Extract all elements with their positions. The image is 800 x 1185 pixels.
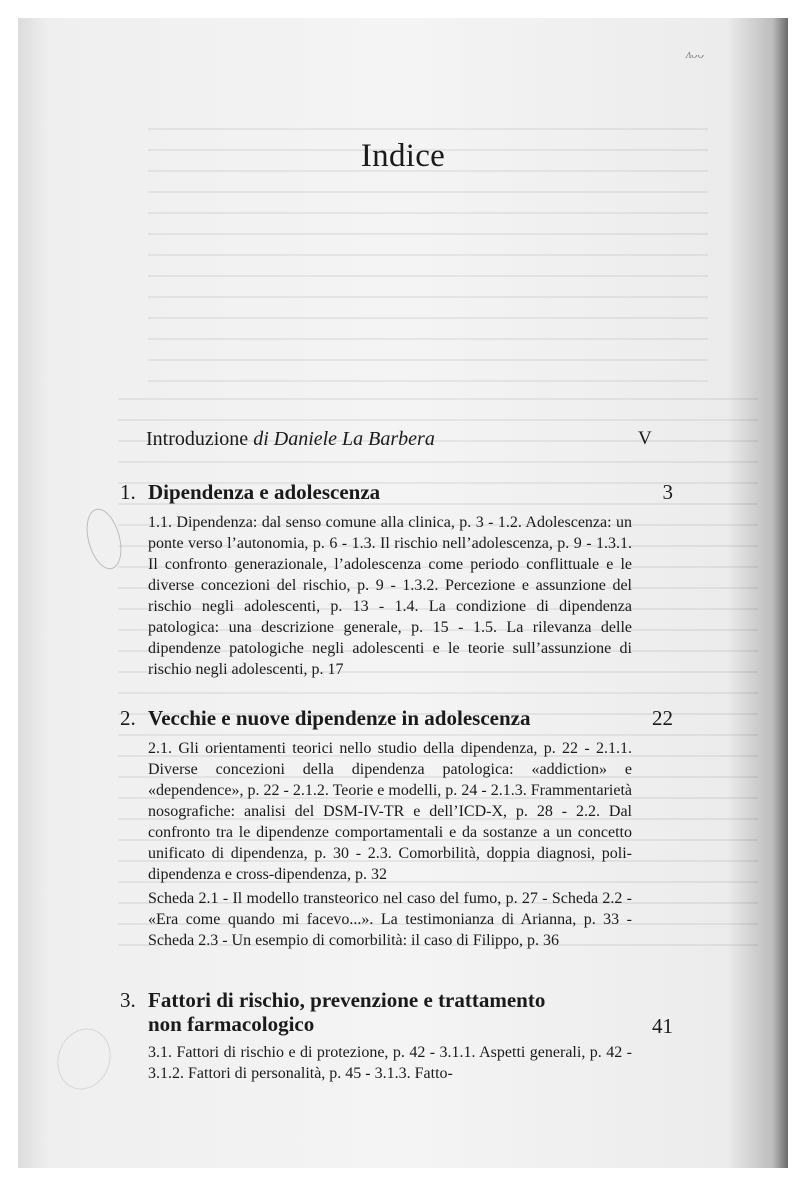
page-title: Indice — [360, 138, 446, 174]
chapter-boxes: Scheda 2.1 - Il modello transteorico nel caso del fumo, p. 27 - Scheda 2.2 - «Era come quando mi facevo...». La testimonianza di Arianna, p. 33 - Scheda 2.3 - Un esempio di comorbilità: il caso di Filippo, p. 36 — [148, 890, 632, 949]
chapter-title: Vecchie e nuove dipendenze in adolescenza — [148, 706, 531, 730]
intro-author: Daniele La Barbera — [273, 428, 435, 450]
chapter-summary: 3.1. Fattori di rischio e di protezione, p. 42 - 3.1.1. Aspetti generali, p. 42 - 3.1.2. Fattori di personalità, p. 45 - 3.1.3. Fatto- — [148, 1044, 632, 1082]
chapter-number: 1. — [120, 480, 136, 504]
intro-label: Introduzione — [146, 428, 249, 450]
pencil-mark: ᴧᴗᴗ — [686, 46, 704, 61]
chapter-page: 22 — [652, 706, 673, 730]
chapter-summary: 1.1. Dipendenza: dal senso comune alla clinica, p. 3 - 1.2. Adolescenza: un ponte verso l’autonomia, p. 6 - 1.3. Il rischio nell’adolescenza, p. 9 - 1.3.1. Il confronto generazionale, l’adolescenza come periodo conflittuale e le diverse concezioni del rischio, p. 9 - 1.3.2. Percezione e assunzione del rischio negli adolescenti, p. 13 - 1.4. La condizione di dipendenza patologica: una descrizione generale, p. 15 - 1.5. La rilevanza delle dipendenze patologiche negli adolescenti e le teorie sull’assunzione di rischio negli adolescenti, p. 17 — [148, 514, 632, 678]
chapter-title: Fattori di rischio, prevenzione e trattamento non farmacologico — [148, 988, 546, 1036]
pencil-annotation — [49, 1021, 119, 1097]
chapter-title: Dipendenza e adolescenza — [148, 480, 381, 504]
chapter-number: 2. — [120, 706, 136, 730]
intro-author-prefix: di — [253, 428, 269, 450]
chapter-page: 41 — [652, 1014, 673, 1038]
intro-entry — [146, 428, 666, 451]
chapter-summary: 2.1. Gli orientamenti teorici nello studio della dipendenza, p. 22 - 2.1.1. Diverse concezioni della dipendenza patologica: «addiction» e «dependence», p. 22 - 2.1.2. Teorie e modelli, p. 24 - 2.1.3. Frammentarietà nosografiche: analisi del DSM-IV-TR e dell’ICD-X, p. 28 - 2.2. Dal confronto tra le dipendenze comportamentali e da sostanze a un concetto unificato di dipendenza, p. 30 - 2.3. Comorbilità, doppia diagnosi, poli-dipendenza e cross-dipendenza, p. 32 — [148, 740, 632, 883]
intro-page-number: V — [638, 428, 652, 449]
chapter-page: 3 — [662, 480, 673, 504]
chapter-number: 3. — [120, 988, 136, 1012]
book-page — [18, 18, 788, 1168]
